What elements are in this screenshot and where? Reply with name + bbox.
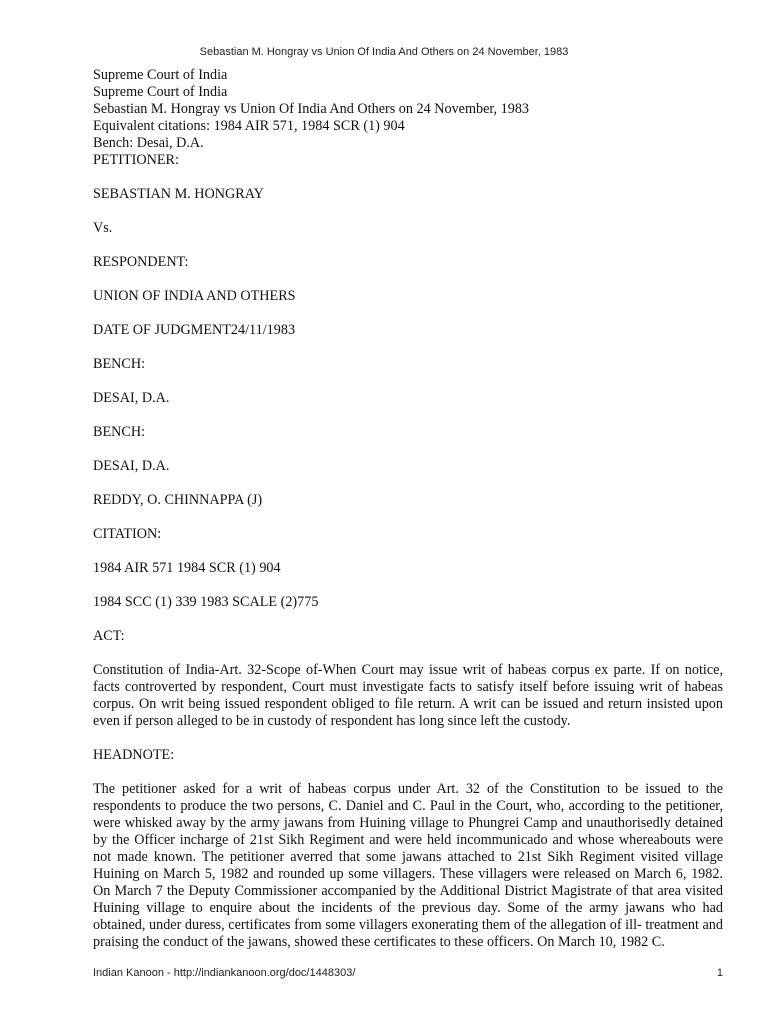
petitioner-label: PETITIONER: (93, 152, 179, 168)
court-name-repeat: Supreme Court of India (93, 84, 228, 100)
date-of-judgment: DATE OF JUDGMENT24/11/1983 (93, 322, 296, 338)
judgment-body (93, 67, 723, 951)
act-label: ACT: (93, 628, 125, 644)
petitioner-name: SEBASTIAN M. HONGRAY (93, 186, 264, 202)
respondent-label: RESPONDENT: (93, 254, 189, 270)
versus-label: Vs. (93, 220, 113, 236)
citation-label: CITATION: (93, 526, 162, 542)
act-paragraph: Constitution of India-Art. 32-Scope of-When Court may issue writ of habeas corpus ex parte. If on notice, facts controverted by respondent, Court must investigate facts to satisfy itself before issuing writ of habeas corpus. On writ being issued respondent obliged to file return. A writ can be issued and return insisted upon even if person alleged to be in custody of respondent has long since left the custody. (93, 662, 723, 729)
page-footer (93, 967, 723, 979)
case-title: Sebastian M. Hongray vs Union Of India And Others on 24 November, 1983 (93, 101, 530, 117)
equivalent-citations: Equivalent citations: 1984 AIR 571, 1984 SCR (1) 904 (93, 118, 405, 134)
bench-label: BENCH: (93, 424, 146, 440)
bench-judge: DESAI, D.A. (93, 390, 170, 406)
respondent-name: UNION OF INDIA AND OTHERS (93, 288, 296, 304)
bench-summary: Bench: Desai, D.A. (93, 135, 204, 151)
bench-judge: DESAI, D.A. (93, 458, 170, 474)
headnote-label: HEADNOTE: (93, 747, 175, 763)
source-url: Indian Kanoon - http://indiankanoon.org/doc/1448303/ (93, 967, 356, 979)
running-header: Sebastian M. Hongray vs Union Of India And Others on 24 November, 1983 (199, 46, 569, 58)
headnote-paragraph: The petitioner asked for a writ of habeas corpus under Art. 32 of the Constitution to be issued to the respondents to produce the two persons, C. Daniel and C. Paul in the Court, who, according to the petitioner, were whisked away by the army jawans from Huining village to Phungrei Camp and unauthorisedly detained by the Officer incharge of 21st Sikh Regiment and were held incommunicado and whose whereabouts were not made known. The petitioner averred that some jawans attached to 21st Sikh Regiment visited village Huining on March 5, 1982 and rounded up some villagers. These villagers were released on March 6, 1982. On March 7 the Deputy Commissioner accompanied by the Additional District Magistrate of that area visited Huining village to enquire about the incidents of the previous day. Some of the army jawans who had obtained, under duress, certificates from some villagers exonerating them of the allegation of ill- treatment and praising the conduct of the jawans, showed these certificates to these officers. On March 10, 1982 C. (93, 781, 723, 950)
page-number: 1 (716, 967, 723, 979)
court-name: Supreme Court of India (93, 67, 228, 83)
bench-judge: REDDY, O. CHINNAPPA (J) (93, 492, 263, 508)
bench-label: BENCH: (93, 356, 146, 372)
citation-line: 1984 AIR 571 1984 SCR (1) 904 (93, 560, 281, 576)
citation-line: 1984 SCC (1) 339 1983 SCALE (2)775 (93, 594, 319, 610)
